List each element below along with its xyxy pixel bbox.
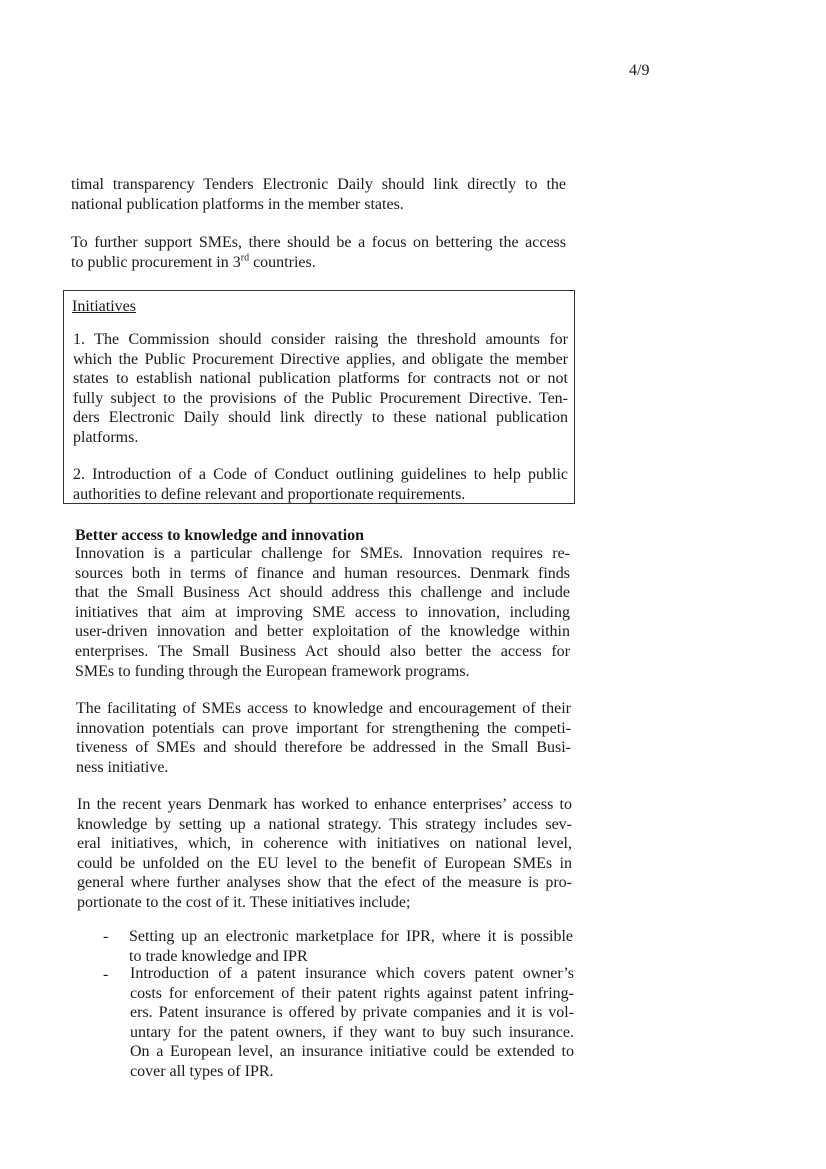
text-line: knowledge by setting up a national strategy. This strategy includes sev- xyxy=(77,815,572,833)
text-fragment: to public procurement in 3 xyxy=(71,253,241,271)
text-line: The facilitating of SMEs access to knowledge and encouragement of their xyxy=(76,700,571,717)
bullet-item-1 xyxy=(129,927,573,966)
text-line: untary for the patent owners, if they want to buy such insurance. xyxy=(130,1023,574,1041)
text-line: ers. Patent insurance is offered by private companies and it is vol- xyxy=(130,1004,574,1022)
text-line: cover all types of IPR. xyxy=(130,1062,274,1080)
section-paragraph-2 xyxy=(76,699,571,777)
text-line: initiatives that aim at improving SME access to innovation, including xyxy=(75,603,570,621)
text-line: to trade knowledge and IPR xyxy=(129,947,308,965)
text-line: On a European level, an insurance initiative could be extended to xyxy=(130,1043,574,1061)
section-paragraph-1 xyxy=(75,544,570,681)
text-fragment: countries. xyxy=(249,253,316,271)
section-paragraph-3 xyxy=(77,795,572,913)
text-line: Innovation is a particular challenge for SMEs. Innovation requires re- xyxy=(75,545,570,562)
text-line: user-driven innovation and better exploitation of the knowledge within xyxy=(75,623,570,641)
text-line: ness initiative. xyxy=(76,758,169,776)
text-line: 2. Introduction of a Code of Conduct outlining guidelines to help public xyxy=(73,466,568,483)
text-line: timal transparency Tenders Electronic Daily should link directly to the xyxy=(71,176,566,193)
text-line: portionate to the cost of it. These initiatives include; xyxy=(77,893,411,911)
text-line: ders Electronic Daily should link directly to these national publication xyxy=(73,409,568,427)
text-line: platforms. xyxy=(73,428,139,446)
text-line: To further support SMEs, there should be a focus on bettering the access xyxy=(71,234,566,251)
text-line: general where further analyses show that the efect of the measure is pro- xyxy=(77,874,572,892)
text-line: enterprises. The Small Business Act should also better the access for xyxy=(75,642,570,660)
text-line: In the recent years Denmark has worked to enhance enterprises’ access to xyxy=(77,796,572,813)
initiative-item-1 xyxy=(73,330,568,448)
text-line: tiveness of SMEs and should therefore be addressed in the Small Busi- xyxy=(76,739,571,757)
intro-paragraph-1 xyxy=(71,175,566,214)
initiative-item-2 xyxy=(73,465,568,504)
text-line: which the Public Procurement Directive applies, and obligate the member xyxy=(73,350,568,368)
page-number: 4/9 xyxy=(629,62,650,79)
bullet-dash: - xyxy=(103,928,109,945)
initiatives-title: Initiatives xyxy=(72,298,136,315)
bullet-dash: - xyxy=(103,966,109,983)
text-line: 1. The Commission should consider raising the threshold amounts for xyxy=(73,331,568,348)
text-line: authorities to define relevant and proportionate requirements. xyxy=(73,485,466,503)
text-line: SMEs to funding through the European framework programs. xyxy=(75,662,470,680)
section-heading: Better access to knowledge and innovation xyxy=(75,527,365,544)
bullet-item-2 xyxy=(130,964,574,1082)
text-line: eral initiatives, which, in coherence with initiatives on national level, xyxy=(77,835,572,853)
text-line: sources both in terms of finance and human resources. Denmark finds xyxy=(75,564,570,582)
text-line: states to establish national publication platforms for contracts not or not xyxy=(73,370,568,388)
text-line: could be unfolded on the EU level to the benefit of European SMEs in xyxy=(77,854,572,872)
text-line: costs for enforcement of their patent rights against patent infring- xyxy=(130,984,574,1002)
text-line: national publication platforms in the member states. xyxy=(71,195,404,213)
ordinal-suffix: rd xyxy=(240,252,250,264)
intro-paragraph-2 xyxy=(71,233,566,272)
text-line: fully subject to the provisions of the Public Procurement Directive. Ten- xyxy=(73,389,568,407)
text-line: Introduction of a patent insurance which covers patent owner’s xyxy=(130,965,574,982)
text-line xyxy=(71,253,566,273)
text-line: innovation potentials can prove important for strengthening the competi- xyxy=(76,719,571,737)
text-line: Setting up an electronic marketplace for IPR, where it is possible xyxy=(129,928,573,945)
text-line: that the Small Business Act should address this challenge and include xyxy=(75,584,570,602)
